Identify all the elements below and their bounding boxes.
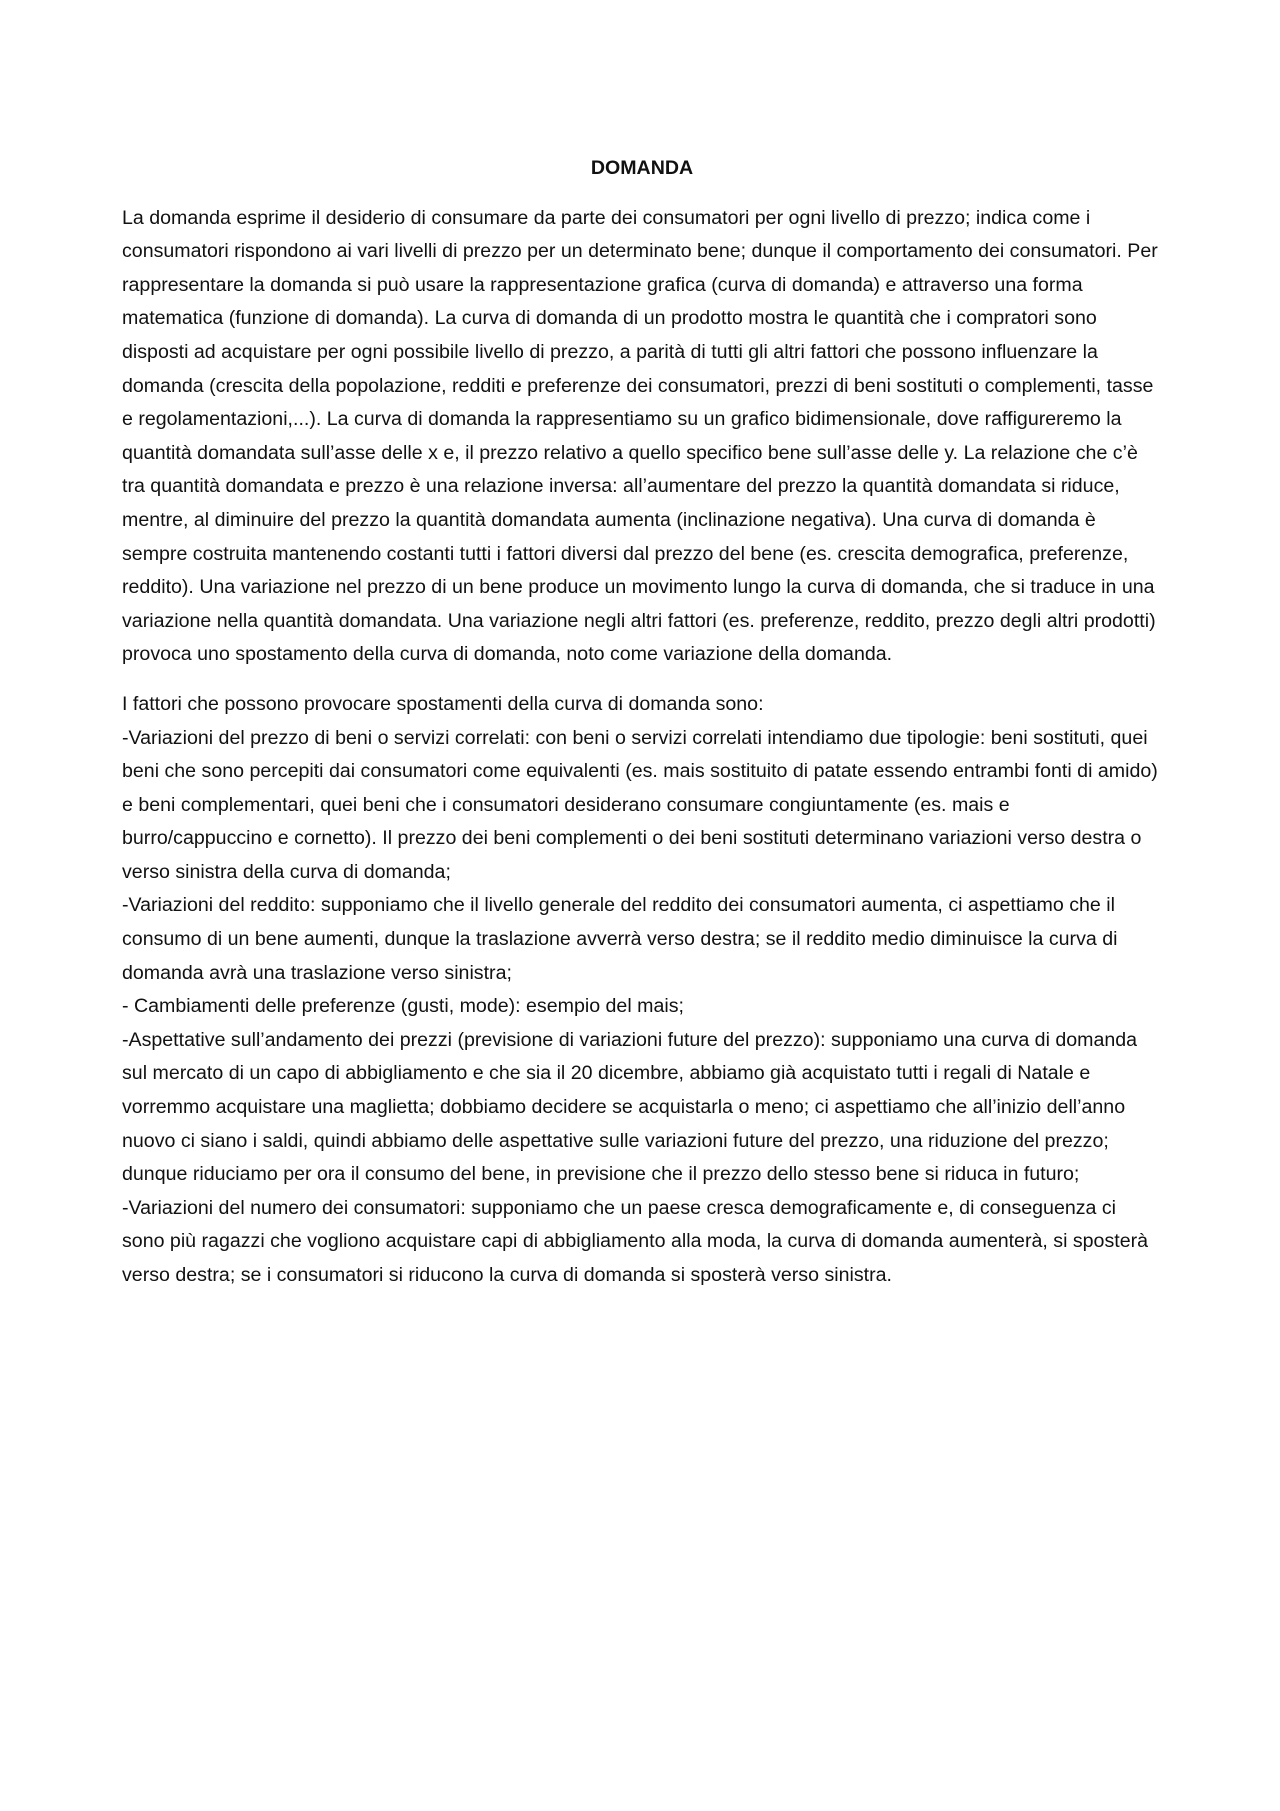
document-body xyxy=(122,152,1162,1293)
factor-preferences: - Cambiamenti delle preferenze (gusti, mode): esempio del mais; xyxy=(122,995,684,1018)
factor-number-of-consumers: -Variazioni del numero dei consumatori: supponiamo che un paese cresca demograficamente e, di conseguenza ci sono più ragazzi che vogliono acquistare capi di abbigliamento alla moda, la curva di domanda aumenterà, si sposterà verso destra; se i consumatori si riducono la curva di domanda si sposterà verso sinistra. xyxy=(122,1196,1149,1286)
factors-list xyxy=(122,722,1162,1293)
page-title: DOMANDA xyxy=(590,157,694,179)
paragraph-definition: La domanda esprime il desiderio di consumare da parte dei consumatori per ogni livello di prezzo; indica come i consumatori rispondono ai vari livelli di prezzo per un determinato bene; dunque il comportamento dei consumatori. Per rappresentare la domanda si può usare la rappresentazione grafica (curva di domanda) e attraverso una forma matematica (funzione di domanda). La curva di domanda di un prodotto mostra le quantità che i compratori sono disposti ad acquistare per ogni possibile livello di prezzo, a parità di tutti gli altri fattori che possono influenzare la domanda (crescita della popolazione, redditi e preferenze dei consumatori, prezzi di beni sostituti o complementi, tasse e regolamentazioni,...). La curva di domanda la rappresentiamo su un grafico bidimensionale, dove raffigureremo la quantità domandata sull’asse delle x e, il prezzo relativo a quello specifico bene sull’asse delle y. La relazione che c’è tra quantità domandata e prezzo è una relazione inversa: all’aumentare del prezzo la quantità domandata si riduce, mentre, al diminuire del prezzo la quantità domandata aumenta (inclinazione negativa). Una curva di domanda è sempre costruita mantenendo costanti tutti i fattori diversi dal prezzo del bene (es. crescita demografica, preferenze, reddito). Una variazione nel prezzo di un bene produce un movimento lungo la curva di domanda, che si traduce in una variazione nella quantità domandata. Una variazione negli altri fattori (es. preferenze, reddito, prezzo degli altri prodotti) provoca uno spostamento della curva di domanda, noto come variazione della domanda. xyxy=(122,206,1158,666)
paragraph-factors-intro: I fattori che possono provocare spostamenti della curva di domanda sono: xyxy=(122,692,764,715)
factor-income: -Variazioni del reddito: supponiamo che il livello generale del reddito dei consumatori aumenta, ci aspettiamo che il consumo di un bene aumenti, dunque la traslazione avverrà verso destra; se il reddito medio diminuisce la curva di domanda avrà una traslazione verso sinistra; xyxy=(122,894,1118,984)
factor-price-expectations: -Aspettative sull’andamento dei prezzi (previsione di variazioni future del prezzo): supponiamo una curva di domanda sul mercato di un capo di abbigliamento e che sia il 20 dicembre, abbiamo già acquistato tutti i regali di Natale e vorremmo acquistare una maglietta; dobbiamo decidere se acquistarla o meno; ci aspettiamo che all’inizio dell’anno nuovo ci siano i saldi, quindi abbiamo delle aspettative sulle variazioni future del prezzo, una riduzione del prezzo; dunque riduciamo per ora il consumo del bene, in previsione che il prezzo dello stesso bene si riduca in futuro; xyxy=(122,1028,1138,1186)
factor-related-goods: -Variazioni del prezzo di beni o servizi correlati: con beni o servizi correlati intendiamo due tipologie: beni sostituti, quei beni che sono percepiti dai consumatori come equivalenti (es. mais sostituito di patate essendo entrambi fonti di amido) e beni complementari, quei beni che i consumatori desiderano consumare congiuntamente (es. mais e burro/cappuccino e cornetto). Il prezzo dei beni complementi o dei beni sostituti determinano variazioni verso destra o verso sinistra della curva di domanda; xyxy=(122,726,1158,883)
